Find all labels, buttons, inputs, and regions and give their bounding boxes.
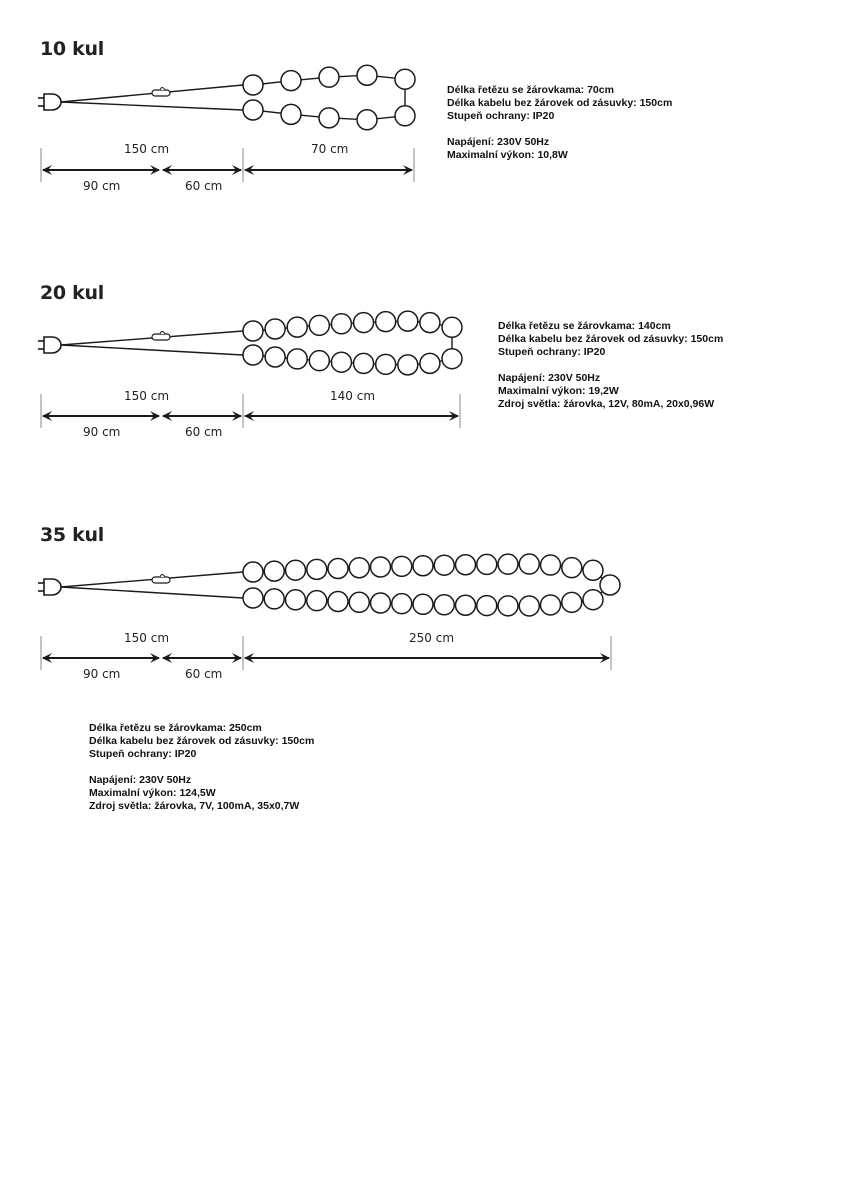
dim-label-total-cable: 150 cm	[124, 142, 170, 156]
bulb	[264, 589, 284, 609]
bulb	[307, 591, 327, 611]
bulb	[413, 556, 433, 576]
bulb	[456, 595, 476, 615]
switch-icon	[152, 575, 170, 584]
bulb	[328, 591, 348, 611]
spec-cable-length: Délka kabelu bez žárovek od zásuvky: 150cm	[89, 735, 315, 747]
spec-power-supply: Napájení: 230V 50Hz	[89, 774, 192, 786]
dim-label-segment-a: 90 cm	[83, 667, 121, 681]
spec-light-source: Zdroj světla: žárovka, 7V, 100mA, 35x0,7W	[89, 800, 300, 812]
bulb	[371, 593, 391, 613]
bulb-chain	[243, 554, 620, 616]
bulb	[434, 595, 454, 615]
bulb	[371, 557, 391, 577]
bulb	[498, 596, 518, 616]
dim-label-segment-a: 90 cm	[83, 425, 121, 439]
dim-label-chain: 140 cm	[330, 389, 376, 403]
bulb	[328, 559, 348, 579]
spec-chain-length: Délka řetězu se žárovkama: 250cm	[89, 722, 262, 734]
spec-list	[89, 722, 314, 813]
bulb	[541, 555, 561, 575]
bulb	[456, 555, 476, 575]
bulb	[519, 596, 539, 616]
dim-label-segment-b: 60 cm	[185, 179, 223, 193]
bulb	[349, 558, 369, 578]
switch-body	[152, 577, 170, 583]
dim-label-total-cable: 150 cm	[124, 389, 170, 403]
spec-protection: Stupeň ochrany: IP20	[447, 110, 555, 122]
section-title: 20 kul	[40, 282, 104, 304]
dim-label-segment-b: 60 cm	[185, 425, 223, 439]
bulb	[562, 558, 582, 578]
section-title: 35 kul	[40, 524, 104, 546]
bulb	[413, 594, 433, 614]
bulb	[541, 595, 561, 615]
spec-protection: Stupeň ochrany: IP20	[89, 748, 197, 760]
bulb	[519, 554, 539, 574]
spec-max-power: Maximalní výkon: 124,5W	[89, 787, 216, 799]
bulb	[477, 596, 497, 616]
plug-body	[44, 579, 61, 595]
section-title: 10 kul	[40, 38, 104, 60]
spec-power-supply: Napájení: 230V 50Hz	[498, 372, 601, 384]
spec-cable-length: Délka kabelu bez žárovek od zásuvky: 150cm	[498, 333, 724, 345]
bulb	[243, 588, 263, 608]
spec-chain-length: Délka řetězu se žárovkama: 70cm	[447, 84, 614, 96]
bulb	[498, 554, 518, 574]
spec-cable-length: Délka kabelu bez žárovek od zásuvky: 150cm	[447, 97, 673, 109]
dim-label-chain: 70 cm	[311, 142, 349, 156]
dim-label-chain: 250 cm	[409, 631, 455, 645]
dim-label-segment-a: 90 cm	[83, 179, 121, 193]
spec-light-source: Zdroj světla: žárovka, 12V, 80mA, 20x0,96W	[498, 398, 715, 410]
spec-protection: Stupeň ochrany: IP20	[498, 346, 606, 358]
bulb	[600, 575, 620, 595]
spec-max-power: Maximalní výkon: 10,8W	[447, 149, 568, 161]
bulb	[286, 560, 306, 580]
bulb	[583, 590, 603, 610]
dim-label-segment-b: 60 cm	[185, 667, 223, 681]
spec-chain-length: Délka řetězu se žárovkama: 140cm	[498, 320, 671, 332]
bulb	[583, 560, 603, 580]
spec-max-power: Maximalní výkon: 19,2W	[498, 385, 619, 397]
bulb	[477, 554, 497, 574]
dim-label-total-cable: 150 cm	[124, 631, 170, 645]
spec-power-supply: Napájení: 230V 50Hz	[447, 136, 550, 148]
bulb	[562, 592, 582, 612]
bulb	[243, 562, 263, 582]
bulb	[286, 590, 306, 610]
bulb	[307, 559, 327, 579]
cable-wire	[61, 587, 243, 598]
bulb	[264, 561, 284, 581]
plug-icon	[38, 579, 61, 595]
bulb	[392, 594, 412, 614]
bulb	[349, 592, 369, 612]
bulb	[434, 555, 454, 575]
cable-lines	[61, 572, 243, 598]
bulb	[392, 556, 412, 576]
switch-button	[160, 575, 165, 578]
